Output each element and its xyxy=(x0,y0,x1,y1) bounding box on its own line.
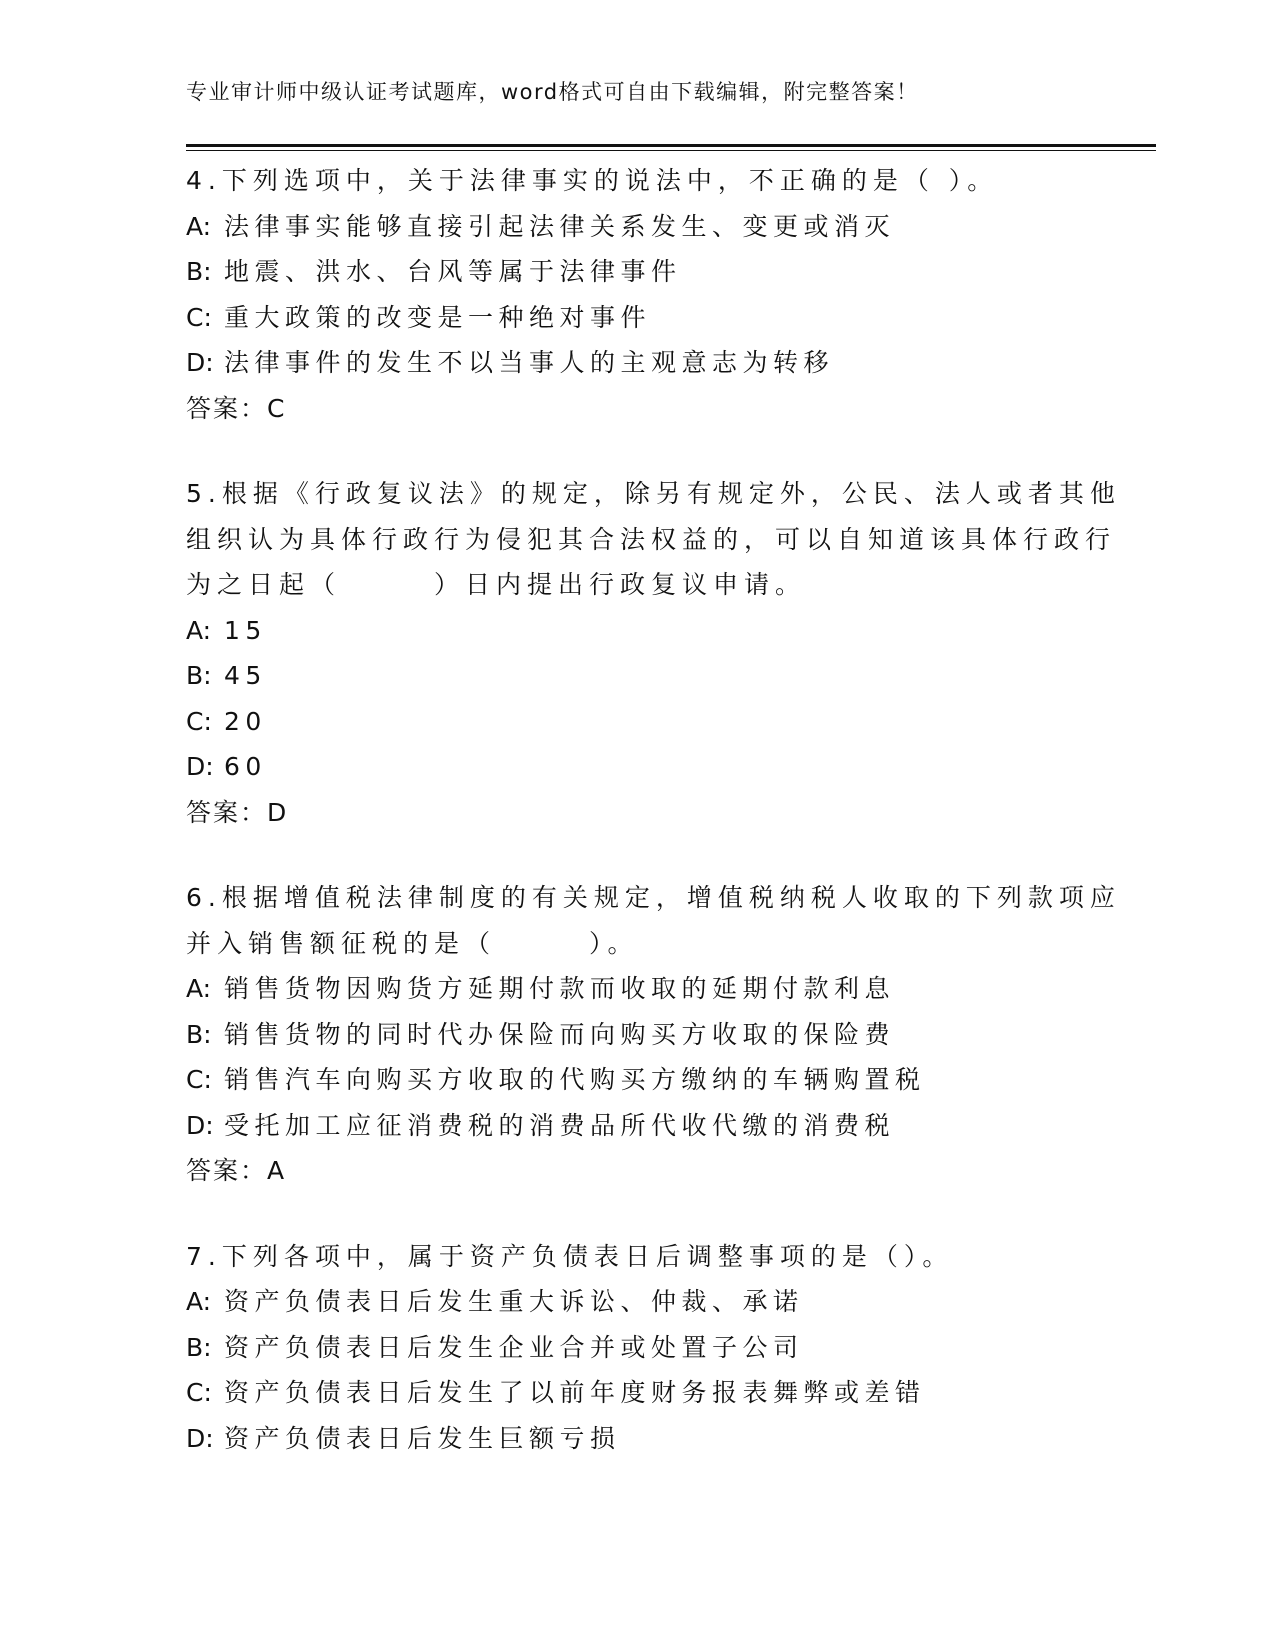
option-text: 资产负债表日后发生巨额亏损 xyxy=(224,1423,621,1453)
option-letter: A: xyxy=(186,211,212,241)
page-header: 专业审计师中级认证考试题库，word格式可自由下载编辑，附完整答案！ xyxy=(186,80,919,104)
option-text: 45 xyxy=(224,661,267,690)
stem-line: 为之日起（ ）日内提出行政复议申请。 xyxy=(186,570,807,599)
option-letter: D: xyxy=(186,752,214,781)
option-letter: D: xyxy=(186,348,214,377)
option-text: 受托加工应征消费税的消费品所代收代缴的消费税 xyxy=(224,1110,896,1140)
question-4 xyxy=(186,158,1066,431)
option-b xyxy=(186,1325,1066,1371)
option-letter: D: xyxy=(186,1423,214,1453)
stem-line: 4.下列选项中，关于法律事实的说法中，不正确的是（ ）。 xyxy=(186,166,999,195)
option-c xyxy=(186,295,1066,341)
option-text: 15 xyxy=(224,615,267,645)
option-text: 20 xyxy=(224,706,267,736)
option-text: 资产负债表日后发生企业合并或处置子公司 xyxy=(224,1332,804,1362)
option-letter: C: xyxy=(186,1378,212,1407)
question-6 xyxy=(186,875,1121,1194)
stem-line: 5.根据《行政复议法》的规定，除另有规定外，公民、法人或者其他 xyxy=(186,479,1121,508)
option-letter: B: xyxy=(186,661,212,690)
option-letter: B: xyxy=(186,1019,212,1049)
option-text: 重大政策的改变是一种绝对事件 xyxy=(224,302,652,332)
question-stem xyxy=(186,875,1121,966)
option-text: 60 xyxy=(224,752,267,781)
option-a xyxy=(186,966,1066,1012)
answer-line: 答案：D xyxy=(186,797,289,827)
question-stem xyxy=(186,1234,1066,1280)
answer-line: 答案：C xyxy=(186,393,287,423)
option-c xyxy=(186,1370,1066,1416)
option-letter: A: xyxy=(186,1287,212,1316)
option-c xyxy=(186,1057,1066,1103)
option-letter: A: xyxy=(186,974,212,1003)
stem-line: 并入销售额征税的是（ ）。 xyxy=(186,928,639,958)
question-stem xyxy=(186,471,1121,608)
option-d xyxy=(186,744,1066,790)
option-b xyxy=(186,653,1066,699)
option-text: 地震、洪水、台风等属于法律事件 xyxy=(224,257,682,286)
option-text: 销售货物的同时代办保险而向购买方收取的保险费 xyxy=(224,1019,896,1049)
option-a xyxy=(186,1279,1066,1325)
option-d xyxy=(186,1103,1066,1149)
option-text: 法律事件的发生不以当事人的主观意志为转移 xyxy=(224,348,835,377)
option-a xyxy=(186,204,1066,250)
option-letter: C: xyxy=(186,302,212,332)
option-letter: B: xyxy=(186,257,212,286)
option-b xyxy=(186,249,1066,295)
option-text: 资产负债表日后发生了以前年度财务报表舞弊或差错 xyxy=(224,1378,926,1407)
option-letter: A: xyxy=(186,615,212,645)
stem-line: 6.根据增值税法律制度的有关规定，增值税纳税人收取的下列款项应 xyxy=(186,883,1121,912)
option-text: 法律事实能够直接引起法律关系发生、变更或消灭 xyxy=(224,211,896,241)
question-list xyxy=(186,158,1121,1501)
option-text: 销售货物因购货方延期付款而收取的延期付款利息 xyxy=(224,974,896,1003)
question-7 xyxy=(186,1234,1066,1462)
stem-line: 7.下列各项中，属于资产负债表日后调整事项的是（）。 xyxy=(186,1241,954,1271)
option-d xyxy=(186,1416,1066,1462)
option-letter: B: xyxy=(186,1332,212,1362)
option-d xyxy=(186,340,1066,386)
option-letter: C: xyxy=(186,706,212,736)
option-letter: D: xyxy=(186,1110,214,1140)
header-divider xyxy=(186,144,1156,151)
option-b xyxy=(186,1012,1066,1058)
stem-line: 组织认为具体行政行为侵犯其合法权益的，可以自知道该具体行政行 xyxy=(186,524,1117,554)
option-text: 资产负债表日后发生重大诉讼、仲裁、承诺 xyxy=(224,1287,804,1316)
option-c xyxy=(186,699,1066,745)
answer-line: 答案：A xyxy=(186,1156,287,1185)
option-text: 销售汽车向购买方收取的代购买方缴纳的车辆购置税 xyxy=(224,1065,926,1094)
option-letter: C: xyxy=(186,1065,212,1094)
question-5 xyxy=(186,471,1121,835)
question-stem xyxy=(186,158,1066,204)
option-a xyxy=(186,608,1066,654)
